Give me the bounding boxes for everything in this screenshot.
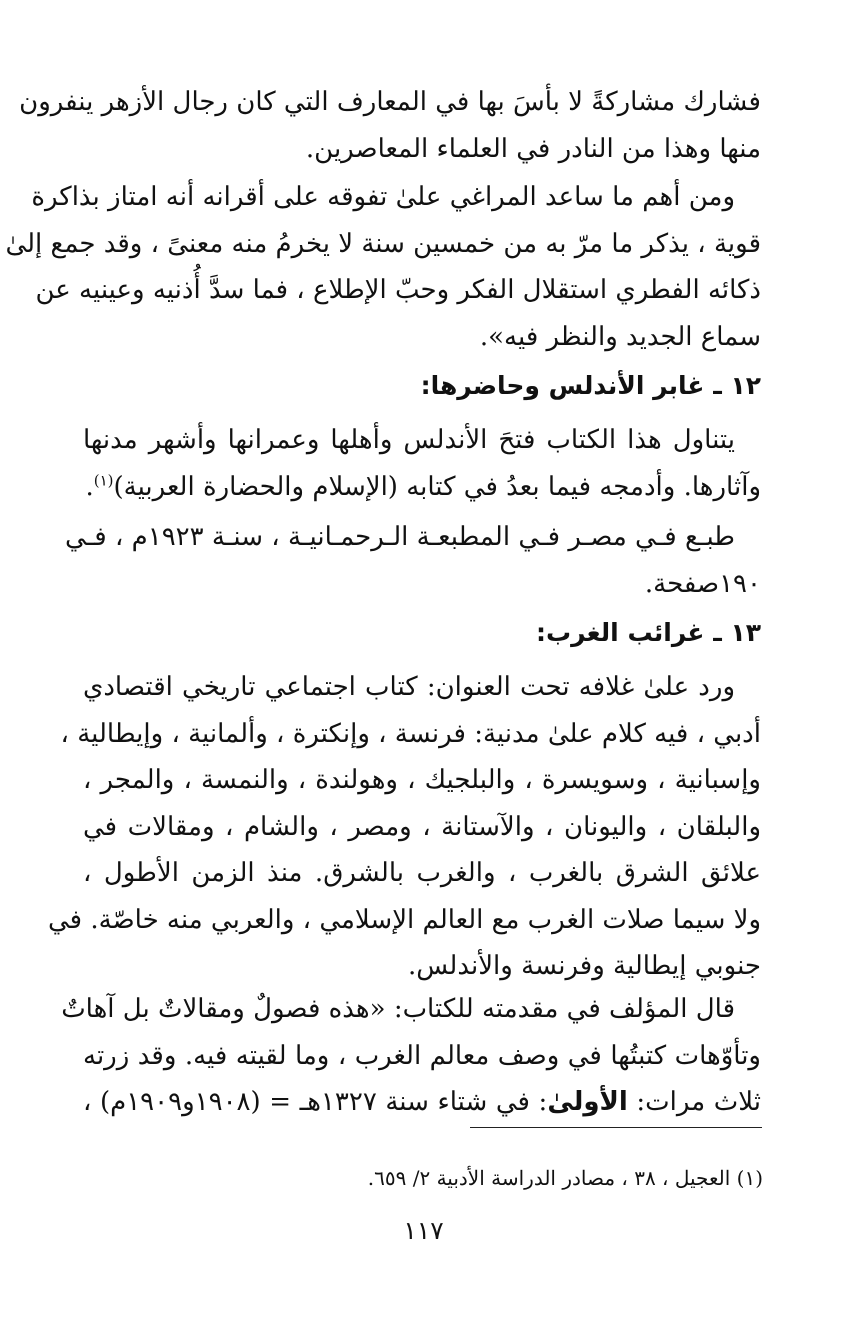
footnote-divider	[470, 1127, 762, 1128]
text-line: ولا سيما صلات الغرب مع العالم الإسلامي ، والعربي منه خاصّة. في	[48, 904, 761, 935]
paragraph-printing	[64, 514, 761, 607]
text-line-content: وآثارها. وأدمجه فيما بعدُ في كتابه (الإسلام والحضارة العربية)	[113, 471, 761, 502]
text-line: ومن أهم ما ساعد المراغي علىٰ تفوقه على أقرانه أنه امتاز بذاكرة	[31, 182, 735, 212]
paragraph-memory	[5, 174, 761, 360]
page-number: ١١٧	[403, 1216, 444, 1245]
footnote-marker: (١)	[93, 470, 114, 489]
text-line: والبلقان ، واليونان ، والآستانة ، ومصر ، والشام ، ومقالات في	[83, 811, 761, 842]
text-line: طبـع فـي مصـر فـي المطبعـة الـرحمـانيـة ، سنـة ١٩٢٣م ، فـي	[64, 522, 735, 552]
text-line: ذكائه الفطري استقلال الفكر وحبّ الإطلاع ، فما سدَّ أُذنيه وعينيه عن	[35, 275, 761, 305]
sentence-end: .	[85, 471, 94, 502]
text-line: فشارك مشاركةً لا بأسَ بها في المعارف التي كان رجال الأزهر ينفرون	[19, 87, 761, 117]
text-line: منها وهذا من النادر في العلماء المعاصرين.	[305, 133, 761, 164]
paragraph-west-wonders	[48, 664, 761, 990]
text-segment: ثلاث مرات:	[627, 1087, 761, 1117]
text-line	[83, 464, 761, 511]
bold-term: الأولىٰ	[547, 1087, 628, 1117]
text-line	[83, 1079, 761, 1126]
footnote: (١) العجيل ، ٣٨ ، مصادر الدراسة الأدبية ٢/ ٦٥٩.	[367, 1166, 763, 1190]
paragraph-author-intro	[61, 986, 761, 1126]
paragraph-continuation	[19, 79, 761, 172]
text-line: أدبي ، فيه كلام علىٰ مدنية: فرنسة ، وإنكترة ، وألمانية ، وإيطالية ،	[60, 718, 761, 749]
text-line: وتأوّهات كتبتُها في وصف معالم الغرب ، وما لقيته فيه. وقد زرته	[83, 1040, 761, 1071]
text-line: جنوبي إيطالية وفرنسة والأندلس.	[408, 951, 761, 981]
text-line: سماع الجديد والنظر فيه».	[479, 321, 761, 352]
text-line: علائق الشرق بالغرب ، والغرب بالشرق. منذ الزمن الأطول ،	[83, 858, 761, 888]
section-heading-12: ١٢ ـ غابر الأندلس وحاضرها:	[420, 371, 761, 400]
text-line: وإسبانية ، وسويسرة ، والبلجيك ، وهولندة ، والنمسة ، والمجر ،	[83, 765, 761, 795]
text-segment: : في شتاء سنة ١٣٢٧هـ = (١٩٠٨و١٩٠٩م) ،	[83, 1087, 548, 1117]
text-line: ورد علىٰ غلافه تحت العنوان: كتاب اجتماعي تاريخي اقتصادي	[83, 672, 735, 702]
text-line: يتناول هذا الكتاب فتحَ الأندلس وأهلها وعمرانها وأشهر مدنها	[83, 425, 735, 455]
text-line: قوية ، يذكر ما مرّ به من خمسين سنة لا يخرمُ منه معنىً ، وقد جمع إلىٰ	[5, 228, 761, 259]
text-line: قال المؤلف في مقدمته للكتاب: «هذه فصولٌ ومقالاتٌ بل آهاتٌ	[61, 994, 735, 1024]
paragraph-andalus	[83, 417, 761, 510]
text-line: ١٩٠صفحة.	[644, 568, 761, 599]
section-heading-13: ١٣ ـ غرائب الغرب:	[536, 618, 761, 647]
